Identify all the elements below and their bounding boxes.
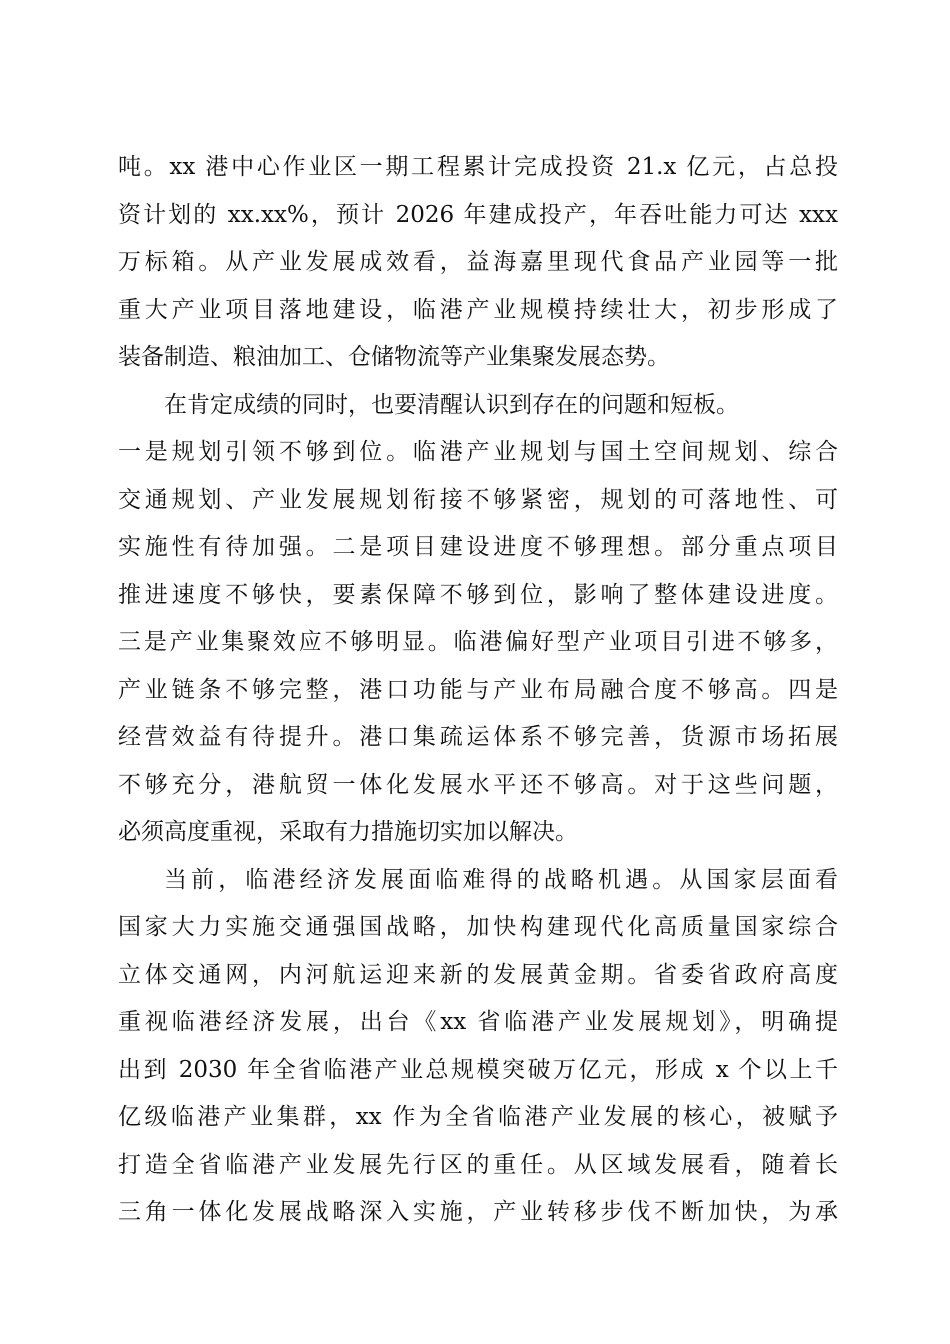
text-line: 不够充分，港航贸一体化发展水平还不够高。对于这些问题， — [118, 771, 838, 798]
paragraph-first-line: 在肯定成绩的同时，也要清醒认识到存在的问题和短板。 — [164, 391, 739, 418]
text-line: 产业链条不够完整，港口功能与产业布局融合度不够高。四是 — [118, 676, 838, 703]
text-line: 三角一体化发展战略深入实施，产业转移步伐不断加快，为承 — [118, 1199, 838, 1225]
text-line: 立体交通网，内河航运迎来新的发展黄金期。省委省政府高度 — [118, 961, 838, 988]
text-line: 打造全省临港产业发展先行区的重任。从区域发展看，随着长 — [118, 1151, 838, 1178]
text-line: 出到 2030 年全省临港产业总规模突破万亿元，形成 x 个以上千 — [118, 1056, 838, 1083]
text-line: 资计划的 xx.xx%，预计 2026 年建成投产，年吞吐能力可达 xxx — [118, 201, 838, 228]
document-body — [118, 144, 838, 1237]
text-line: 吨。xx 港中心作业区一期工程累计完成投资 21.x 亿元，占总投 — [118, 154, 838, 180]
text-line: 国家大力实施交通强国战略，加快构建现代化高质量国家综合 — [118, 914, 838, 940]
text-line: 一是规划引领不够到位。临港产业规划与国土空间规划、综合 — [118, 439, 838, 465]
paragraph-first-line: 当前，临港经济发展面临难得的战略机遇。从国家层面看 — [164, 866, 838, 893]
text-line: 装备制造、粮油加工、仓储物流等产业集聚发展态势。 — [118, 344, 670, 370]
text-line: 实施性有待加强。二是项目建设进度不够理想。部分重点项目 — [118, 534, 838, 560]
text-line: 亿级临港产业集群，xx 作为全省临港产业发展的核心，被赋予 — [118, 1104, 838, 1130]
text-line: 交通规划、产业发展规划衔接不够紧密，规划的可落地性、可 — [118, 486, 838, 513]
text-line: 重视临港经济发展，出台《xx 省临港产业发展规划》，明确提 — [118, 1009, 838, 1035]
text-line: 经营效益有待提升。港口集疏运体系不够完善，货源市场拓展 — [118, 724, 838, 750]
text-line: 三是产业集聚效应不够明显。临港偏好型产业项目引进不够多， — [118, 629, 838, 655]
text-line: 推进速度不够快，要素保障不够到位，影响了整体建设进度。 — [118, 581, 838, 608]
text-line: 重大产业项目落地建设，临港产业规模持续壮大，初步形成了 — [118, 296, 838, 323]
text-line: 万标箱。从产业发展成效看，益海嘉里现代食品产业园等一批 — [118, 249, 838, 275]
text-line: 必须高度重视，采取有力措施切实加以解决。 — [118, 819, 578, 845]
